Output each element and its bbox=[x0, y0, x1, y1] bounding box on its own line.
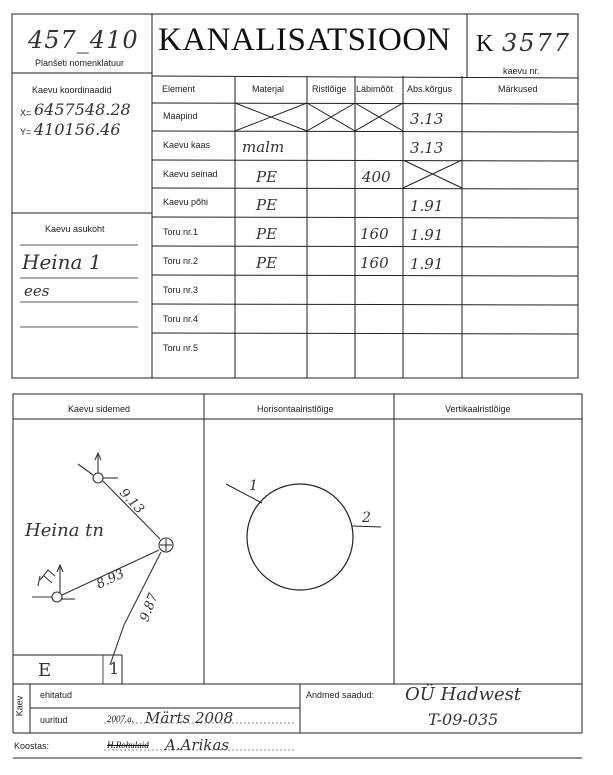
cell-material: PE bbox=[256, 254, 278, 272]
tie-distance-2: 8.93 bbox=[94, 566, 127, 593]
cell-diameter: 160 bbox=[360, 254, 389, 272]
cell-material: PE bbox=[256, 168, 278, 186]
surveyed-value: Märts 2008 bbox=[145, 709, 234, 727]
plan-sheet-value: 457_410 bbox=[28, 26, 139, 54]
cell-material: malm bbox=[242, 138, 285, 156]
plan-sheet-label: Planšeti nomenklatuur bbox=[35, 58, 125, 68]
well-number-value: 3577 bbox=[502, 29, 572, 57]
street-name: Heina tn bbox=[25, 520, 104, 541]
header-cross-section: Ristlõige bbox=[312, 84, 347, 94]
x-value: 6457548.28 bbox=[34, 100, 131, 119]
row-element: Maapind bbox=[163, 111, 198, 121]
location-line1: Heina 1 bbox=[22, 250, 102, 274]
header-abs-height: Abs.kõrgus bbox=[407, 84, 453, 94]
cell-height: 1.91 bbox=[410, 255, 444, 273]
header-material: Materjal bbox=[252, 84, 285, 94]
cell-height: 1.91 bbox=[410, 226, 444, 244]
row-element: Kaevu kaas bbox=[163, 140, 211, 150]
tie-distance-1: 9.13 bbox=[116, 485, 147, 518]
cell-material: PE bbox=[256, 196, 278, 214]
data-from-label: Andmed saadud: bbox=[306, 690, 375, 700]
x-label: X= bbox=[20, 108, 32, 118]
row-element: Toru nr.4 bbox=[163, 314, 199, 324]
section-horizontal-title: Horisontaalristlõige bbox=[257, 404, 334, 414]
cell-height: 3.13 bbox=[410, 139, 444, 157]
cell-height: 1.91 bbox=[410, 197, 444, 215]
row-element: Toru nr.3 bbox=[163, 285, 199, 295]
compiled-label: Koostas: bbox=[14, 741, 50, 751]
compiled-value: A.Arikas bbox=[165, 736, 230, 754]
cell-material: PE bbox=[256, 225, 278, 243]
form-title: KANALISATSIOON bbox=[158, 22, 451, 58]
cell-diameter: 160 bbox=[360, 225, 389, 243]
row-element: Kaevu põhi bbox=[163, 197, 209, 207]
data-from-line2: T-09-035 bbox=[428, 710, 499, 729]
compiled-struck-name: H.Rohulaid bbox=[107, 740, 149, 750]
section-vertical-title: Vertikaalristlõige bbox=[445, 404, 511, 414]
row-element: Toru nr.1 bbox=[163, 227, 199, 237]
surveyed-label: uuritud bbox=[40, 715, 68, 725]
header-element: Element bbox=[162, 84, 196, 94]
row-element: Kaevu seinad bbox=[163, 169, 218, 179]
location-line2: ees bbox=[24, 282, 50, 300]
corner-number: 1 bbox=[109, 659, 120, 678]
pipe-label-1: 1 bbox=[249, 478, 258, 494]
well-number-label: kaevu nr. bbox=[503, 66, 540, 76]
row-element: Toru nr.5 bbox=[163, 343, 199, 353]
cell-diameter: 400 bbox=[362, 168, 391, 186]
pipe-label-2: 2 bbox=[362, 510, 371, 526]
header-diameter: Läbimõõt bbox=[356, 84, 394, 94]
row-element: Toru nr.2 bbox=[163, 256, 199, 266]
built-label: ehitatud bbox=[40, 690, 73, 700]
corner-letter: E bbox=[38, 660, 52, 681]
y-value: 410156.46 bbox=[34, 120, 121, 139]
data-from-line1: OÜ Hadwest bbox=[405, 684, 522, 705]
well-number-prefix: K bbox=[476, 31, 494, 57]
coordinates-label: Kaevu koordinaadid bbox=[32, 85, 112, 95]
tie-distance-3: 9.87 bbox=[137, 591, 162, 624]
surveyed-year: 2007.a. bbox=[107, 714, 134, 724]
well-side-label: Kaev bbox=[14, 695, 25, 717]
header-notes: Märkused bbox=[498, 84, 538, 94]
cell-height: 3.13 bbox=[410, 110, 444, 128]
y-label: Y= bbox=[20, 127, 32, 137]
section-ties-title: Kaevu sidemed bbox=[68, 404, 131, 414]
location-label: Kaevu asukoht bbox=[45, 224, 105, 234]
